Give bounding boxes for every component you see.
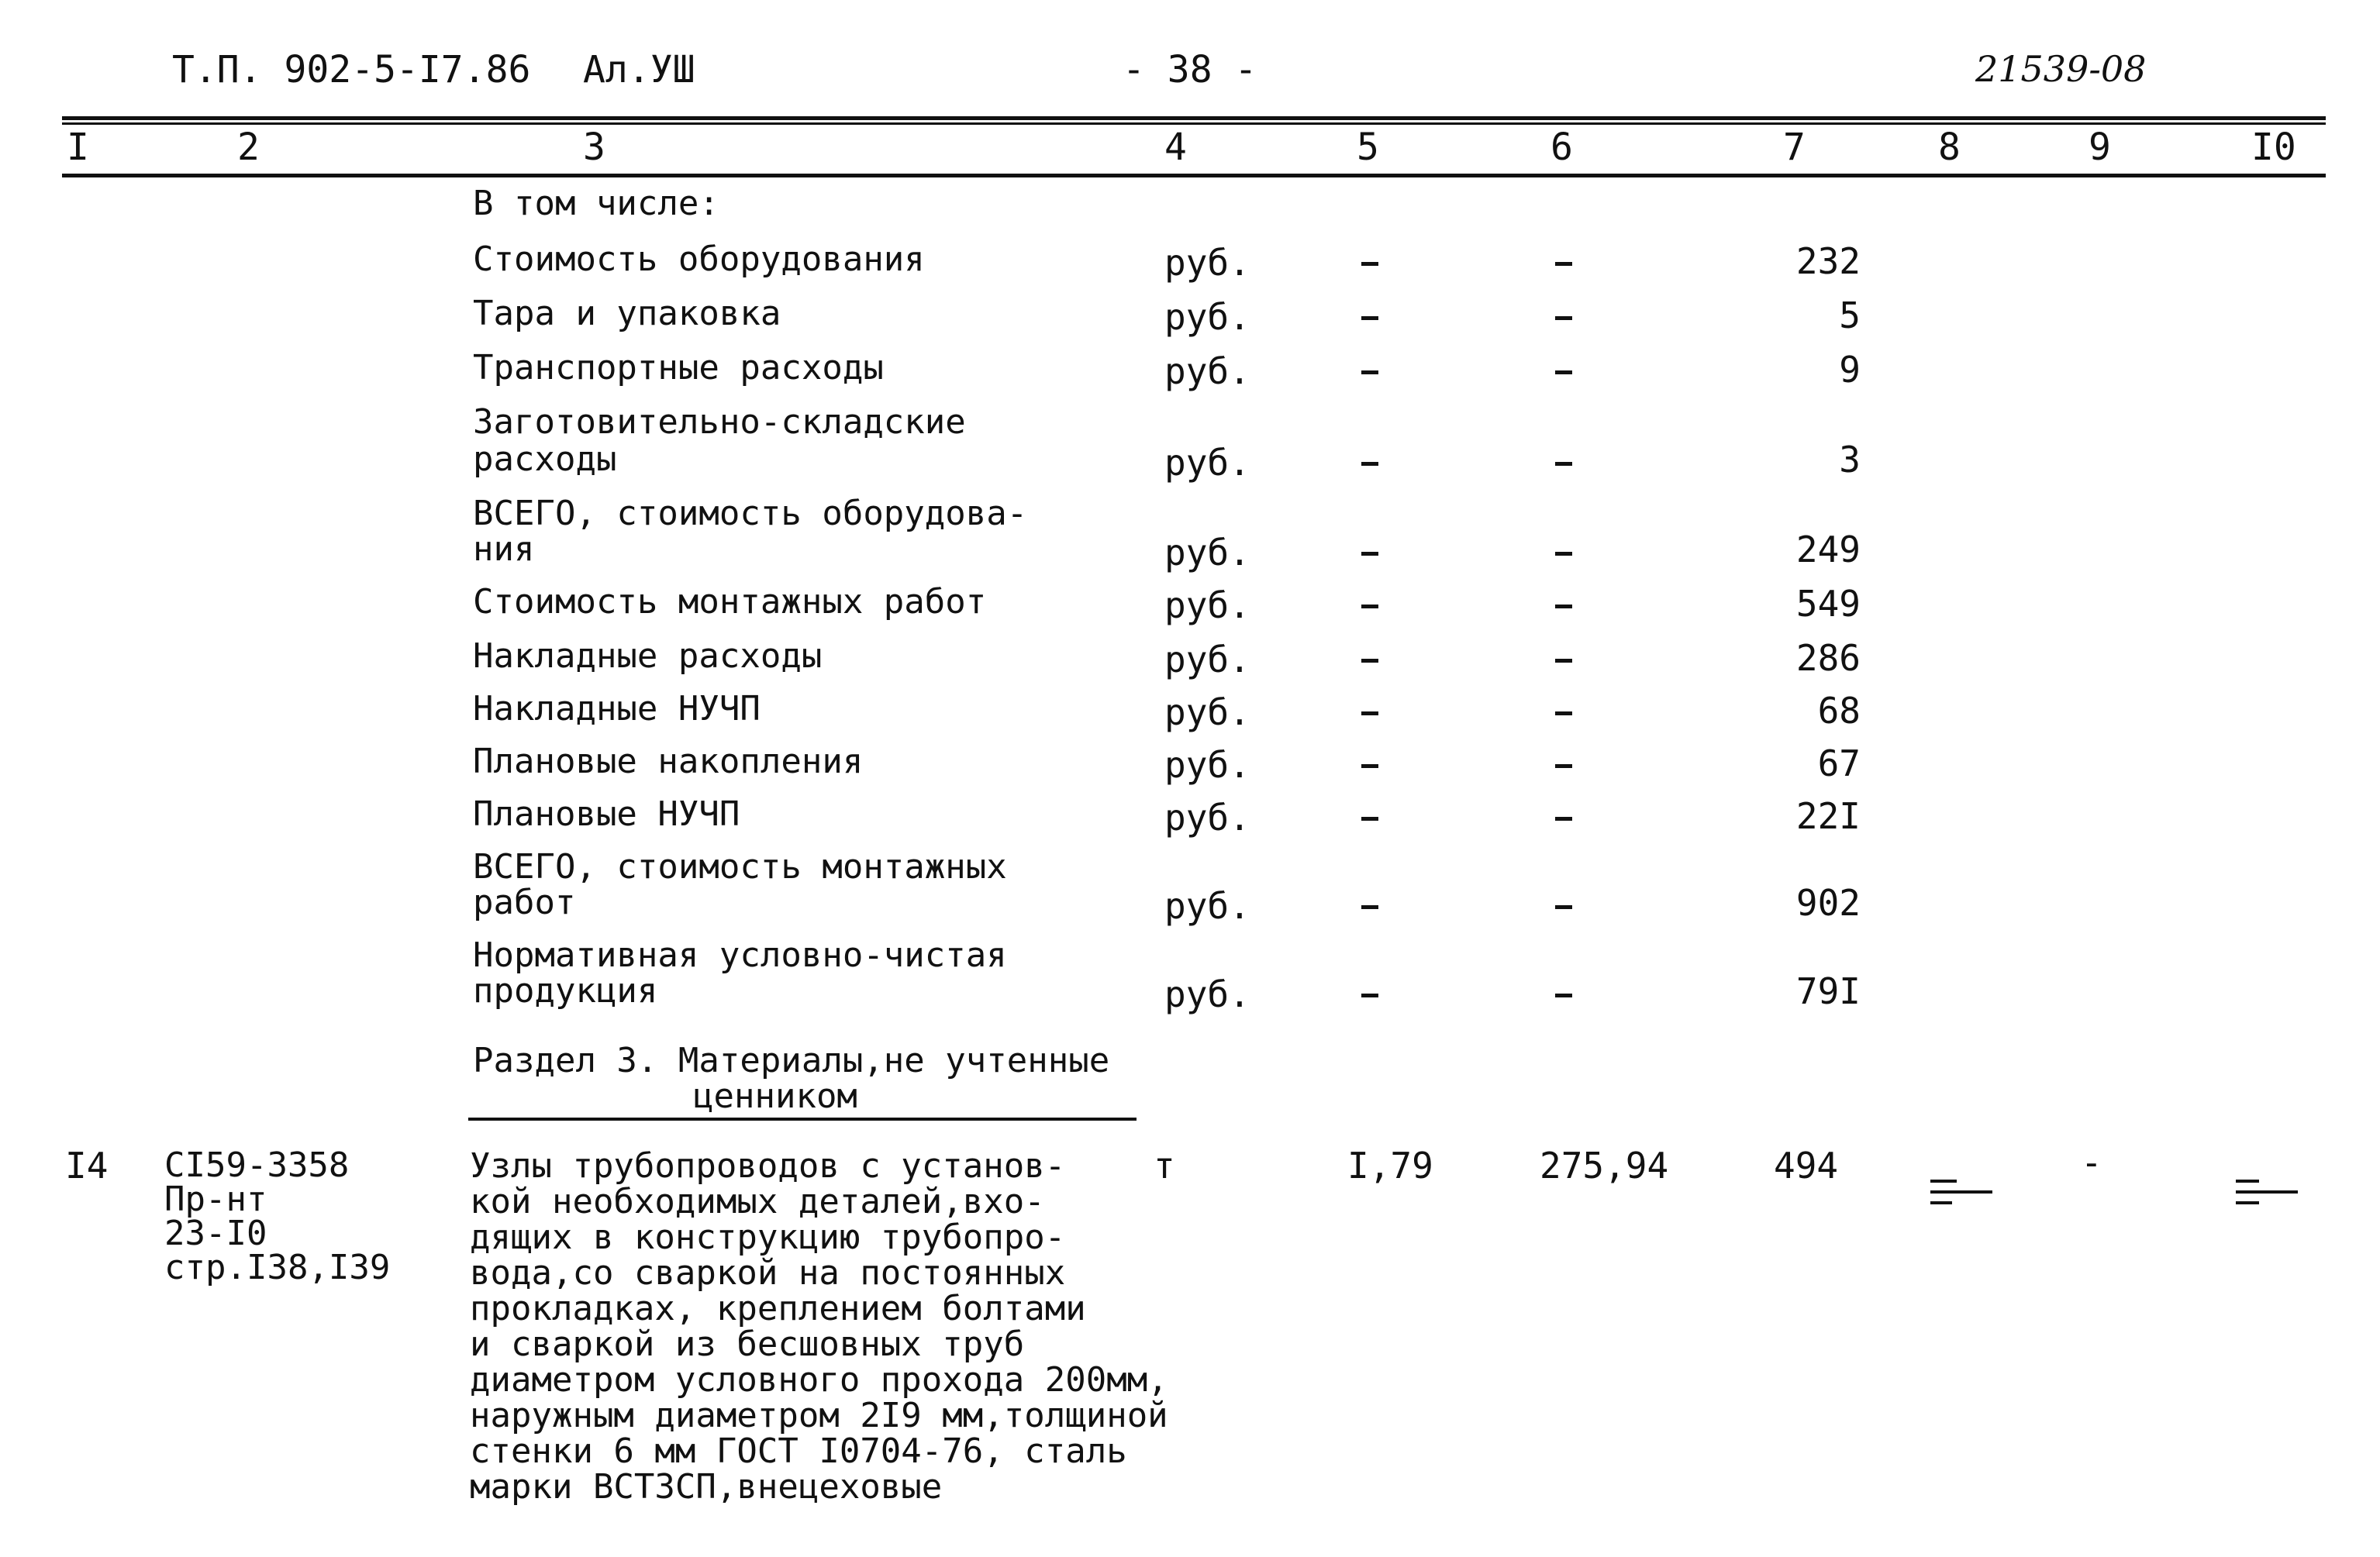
row-unit: руб. <box>1164 532 1250 574</box>
item-description-line: дящих в конструкцию трубопро- <box>470 1218 1066 1257</box>
row-dash-col6 <box>1555 316 1572 320</box>
row-unit: руб. <box>1164 973 1250 1015</box>
row-value: 286 <box>1795 637 1861 679</box>
row-unit: руб. <box>1164 885 1250 927</box>
row-dash-col6 <box>1555 552 1572 556</box>
item-reference-line: стр.I38,I39 <box>164 1248 391 1287</box>
row-label: Плановые накопления <box>473 742 864 781</box>
row-unit: руб. <box>1164 691 1250 733</box>
row-label-line1: Нормативная условно-чистая <box>473 935 1007 975</box>
section-underline <box>468 1118 1137 1121</box>
row-label: Транспортные расходы <box>473 348 884 388</box>
row-value: 902 <box>1795 882 1861 924</box>
row-unit: руб. <box>1164 350 1250 392</box>
row-value: 3 <box>1839 439 1861 481</box>
item-reference-line: CI59-3358 <box>164 1145 350 1185</box>
item-quantity: I,79 <box>1347 1145 1433 1187</box>
row-dash-col5 <box>1361 262 1378 266</box>
row-label: Стоимость монтажных работ <box>473 582 987 622</box>
row-value: 249 <box>1795 529 1861 570</box>
row-dash-col5 <box>1361 817 1378 821</box>
row-dash-col5 <box>1361 316 1378 320</box>
row-label: Плановые НУЧП <box>473 794 740 834</box>
row-value: 22I <box>1795 795 1861 837</box>
row-label: Тара и упаковка <box>473 294 781 333</box>
row-dash-col5 <box>1361 462 1378 466</box>
item-price: 275,94 <box>1540 1145 1669 1187</box>
row-unit: руб. <box>1164 744 1250 786</box>
row-label: Накладные НУЧП <box>473 689 761 729</box>
item-unit: т <box>1154 1145 1175 1187</box>
row-unit: руб. <box>1164 242 1250 284</box>
row-label-line1: Заготовительно-складские <box>473 402 966 442</box>
item-number: I4 <box>65 1145 109 1187</box>
row-value: 67 <box>1817 742 1861 784</box>
row-value: 79I <box>1795 970 1861 1012</box>
item-description-line: вода,со сваркой на постоянных <box>470 1253 1066 1293</box>
ditto-mark-col8 <box>1930 1180 1992 1212</box>
row-dash-col5 <box>1361 905 1378 909</box>
album-number: Ал.УШ <box>583 48 695 91</box>
column-header-1: I <box>67 126 89 169</box>
item-description-line: и сваркой из бесшовных труб <box>470 1324 1025 1364</box>
row-dash-col6 <box>1555 994 1572 997</box>
row-label: Стоимость оборудования <box>473 239 925 279</box>
document-number: 21539-08 <box>1975 48 2147 90</box>
intro-label: В том числе: <box>473 184 719 223</box>
ditto-mark-col10 <box>2236 1180 2298 1212</box>
row-label-line2: продукция <box>473 971 658 1011</box>
row-dash-col5 <box>1361 764 1378 768</box>
row-label-line1: ВСЕГО, стоимость оборудова- <box>473 494 1028 533</box>
row-label-line2: расходы <box>473 439 617 479</box>
row-unit: руб. <box>1164 442 1250 484</box>
row-dash-col6 <box>1555 711 1572 715</box>
item-reference-line: 23-I0 <box>164 1214 267 1253</box>
column-header-8: 8 <box>1938 126 1961 169</box>
column-header-9: 9 <box>2089 126 2111 169</box>
column-header-4: 4 <box>1164 126 1187 169</box>
column-header-3: 3 <box>583 126 605 169</box>
page-number: - 38 - <box>1123 48 1257 91</box>
row-unit: руб. <box>1164 296 1250 338</box>
row-label: Накладные расходы <box>473 636 823 676</box>
row-label-line2: ния <box>473 529 535 569</box>
section-heading-line2: ценником <box>693 1076 857 1116</box>
item-col9-dash: - <box>2081 1142 2102 1183</box>
row-dash-col5 <box>1361 711 1378 715</box>
item-description-line: марки ВСТ3СП,внецеховые <box>470 1467 943 1507</box>
row-dash-col5 <box>1361 994 1378 997</box>
column-header-2: 2 <box>237 126 260 169</box>
row-dash-col5 <box>1361 552 1378 556</box>
row-dash-col6 <box>1555 764 1572 768</box>
row-dash-col5 <box>1361 605 1378 608</box>
column-header-7: 7 <box>1783 126 1806 169</box>
row-value: 232 <box>1795 240 1861 282</box>
row-dash-col6 <box>1555 462 1572 466</box>
row-unit: руб. <box>1164 639 1250 680</box>
row-dash-col5 <box>1361 370 1378 374</box>
item-description-line: Узлы трубопроводов с установ- <box>470 1146 1066 1186</box>
item-total: 494 <box>1774 1145 1839 1187</box>
row-value: 5 <box>1839 295 1861 336</box>
header-rule-bottom <box>62 174 2326 177</box>
item-reference-line: Пр-нт <box>164 1180 267 1219</box>
column-header-5: 5 <box>1357 126 1379 169</box>
item-description <box>470 1146 1168 1507</box>
document-code: Т.П. 902-5-I7.86 <box>172 48 531 91</box>
row-dash-col6 <box>1555 262 1572 266</box>
row-value: 68 <box>1817 690 1861 732</box>
row-dash-col6 <box>1555 905 1572 909</box>
header-rule-top <box>62 116 2326 120</box>
item-reference <box>164 1145 391 1287</box>
row-dash-col6 <box>1555 605 1572 608</box>
row-unit: руб. <box>1164 797 1250 839</box>
item-description-line: диаметром условного прохода 200мм, <box>470 1360 1168 1400</box>
item-description-line: стенки 6 мм ГОСТ I0704-76, сталь <box>470 1431 1127 1471</box>
section-heading-line1: Раздел 3. Материалы,не учтенные <box>473 1041 1110 1080</box>
row-value: 549 <box>1795 583 1861 625</box>
section-heading <box>473 1043 1109 1114</box>
row-label-line2: работ <box>473 883 576 922</box>
item-description-line: наружным диаметром 2I9 мм,толщиной <box>470 1396 1168 1435</box>
row-dash-col6 <box>1555 659 1572 663</box>
column-header-6: 6 <box>1550 126 1573 169</box>
row-unit: руб. <box>1164 584 1250 626</box>
row-dash-col5 <box>1361 659 1378 663</box>
header-rule-second <box>62 122 2326 125</box>
row-dash-col6 <box>1555 370 1572 374</box>
column-header-10: I0 <box>2251 126 2296 169</box>
item-description-line: кой необходимых деталей,вхо- <box>470 1182 1045 1221</box>
row-label-line1: ВСЕГО, стоимость монтажных <box>473 847 1007 887</box>
row-value: 9 <box>1839 349 1861 391</box>
item-description-line: прокладках, креплением болтами <box>470 1289 1086 1328</box>
row-dash-col6 <box>1555 817 1572 821</box>
